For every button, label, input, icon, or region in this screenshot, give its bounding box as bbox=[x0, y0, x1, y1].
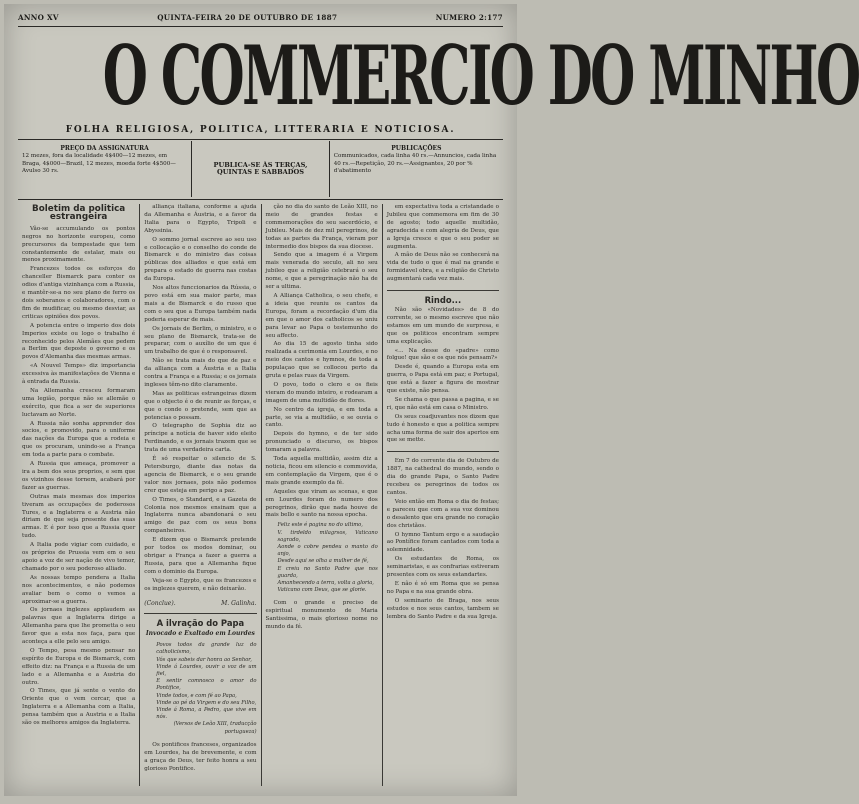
quote-block bbox=[266, 522, 378, 594]
paragraph: Veja-se o Egypto, que os francezes e os inglezes querem, e não deixarão. bbox=[144, 577, 257, 592]
poem-line: Vinde todos, e com fé ao Papa, bbox=[156, 692, 237, 699]
paragraph: em expectativa toda a cristandade o Jubileu que commemora em fim de 30 de agosto; todo aquelle multidão, agradecida e com alegria de Deus, que a Igreja cresce e que o seu poder se augmenta. bbox=[386, 204, 499, 250]
paragraph: Vão-se accumulando os pontos negros no horizonte europeu, como precursores da tempestade que tem constantemente de estalar, mais ou menos proximamente. bbox=[22, 225, 136, 264]
paragraph: O sommo jornal escreve ao seu uso e collocação e o conselho do conde de Bismarck e do ministro das coisas públicas dos alliados e que está em prepara o estado de guerra nas costas da Europa. bbox=[144, 236, 257, 283]
paragraph: «A Nouvel Temps» diz importancia excessiva às manifestações de Vienna e à entrada da Russia. bbox=[22, 363, 136, 386]
paragraph: alliança italiana, conforme a ajuda da Allemanha e Áustria, e a favor da Italia para o Egypto, Tripoli e Abyssinia. bbox=[144, 204, 257, 234]
quote-line: Feliz este é pagina no do ultimo, bbox=[277, 522, 363, 529]
issue-line bbox=[18, 13, 503, 25]
paragraph: Os seus coadjuvantes nos dizem que tudo é honesto e que a politica sempre acha uma forma de sair dos apertos em que se mette. bbox=[386, 413, 499, 444]
section-divider bbox=[387, 451, 499, 452]
info-top-rule bbox=[18, 139, 503, 140]
subscription-text: 12 mezes, fora da localidade 4$400—12 mezes, em Braga, 4$000—Brazil, 12 mezes, moeda forte 4$500—Avulso 30 rs. bbox=[22, 153, 176, 175]
article-heading-papa: A ilvração do Papa bbox=[156, 618, 245, 629]
quote-line: Vaticano com Deus, que se glorie. bbox=[277, 587, 367, 594]
quote-line: V. tirdeldo milagrsos, Vaticano sagrado, bbox=[277, 529, 378, 543]
quote-line: E creiu no Santo Padre que nos guarda, bbox=[277, 565, 378, 579]
paragraph: O Times, que já sente o vento do Oriente que o vem cercar, que a Inglaterra e a Allemanha com a Italia, pensa também que a Austria e a Italia são os melhores amigos da Inglaterra. bbox=[22, 688, 136, 727]
paragraph: Com o grande e preciso de espiritual monumento de Maria Santissima, o mais glorioso nome no mundo da fé. bbox=[265, 600, 378, 631]
paragraph: Mas as politicas estrangeiras dizem que o objecto é o de reunir as forças, e que o conde o pretende, sem que as potencias o possam. bbox=[144, 390, 257, 421]
paragraph: Se chama o que passa a pagina, e se ri, que não está em casa o Ministro. bbox=[386, 396, 499, 411]
poem-line: Vinde á Lourdes, ouvir a voz de um fiel, bbox=[156, 663, 257, 678]
masthead-subtitle: FOLHA RELIGIOSA, POLITICA, LITTERARIA E NOTICIOSA. bbox=[65, 125, 456, 135]
subscription-title: PREÇO DA ASSIGNATURA bbox=[60, 145, 149, 152]
article-subheading: Invocado e Exaltado em Lourdes bbox=[145, 630, 255, 638]
newspaper-page bbox=[4, 4, 859, 796]
paragraph: A potencia entre o imperio dos dois Imperios existe ou logo o trabalho é reconhecido pelos Alemães que pedem a Berlim que deposte o governo e os povos d'Alemanha das mesmas armas. bbox=[22, 322, 136, 361]
paragraph: O Times, o Standard, e a Gazeta de Colonia nos mesmos ensinam que a Inglaterra nunca abandonará o seu amigo de paz com os seus bons companheiros. bbox=[144, 496, 257, 535]
column-1 bbox=[18, 204, 139, 786]
poem-line: Vinde ao pé da Virgem e do seu Filho, bbox=[156, 699, 257, 706]
poem-line: Povos todos da grande luz do catholicismo, bbox=[156, 642, 257, 656]
paragraph: Desde é, quando a Europa esta em guerra, o Papa está em paz; e Portugal, que está a fazer a figura de mostrar que existe, não pensa. bbox=[386, 364, 499, 395]
paragraph: A Russia não sonha apprender dos socios, e promovido, para o uniforme das nações da Europa que a rodeia e que os procuram, unindo-se a França em toda a parte para o combate. bbox=[22, 420, 136, 459]
paragraph: As nossas tempo pendera a Italia nos acontecimentos, e não podemos avaliar bem o como o vemos a aproximar-se a guerra. bbox=[22, 574, 136, 605]
paragraph: A Italia pode vigiar com cuidado, e os próprios de Prussia vem em o seu apoio a voz de ser nação de vivo temor, chamado por o seu poderoso alliado. bbox=[22, 542, 136, 572]
paragraph: Outras mais mesmas dos imperios tiveram as occupações de poderosos Tures, e a Inglaterra e a Austria não diriam de que seja presente das suas armas. E é por isso que a Russia quer tudo. bbox=[22, 493, 136, 540]
quote-line: Desde aqui se olha a mulher de fé, bbox=[277, 558, 369, 565]
paragraph: Ao dia 15 de agosto tinha sido realizada a cerimonia em Lourdes, e no meio dos cantos e hymnos, de toda a populaçao que se collocou perto da gruta e pelas ruas da Virgem. bbox=[265, 341, 378, 380]
paragraph: A mão de Deus não se conhecerá na vida de tudo o que é mal na grande e formidavel obra, e a religião de Christo augmentará cada vez mais. bbox=[386, 252, 499, 283]
paragraph: Depois do hymno, e de ter sido pronunciado o discurso, os bispos tomaram a palavra. bbox=[265, 431, 378, 454]
paragraph: O povo, todo o clero e os fieis vieram do mundo inteiro, e rodearam a imagem de uma multidão de flores. bbox=[265, 381, 378, 404]
paragraph: Nos altos funccionarios da Rússia, o povo está em sua maior parte, mas mais a de Bismarck e do russo que com o seu que a Europa também nada poderia esperar de mais. bbox=[144, 285, 257, 323]
paragraph: ção no dia do santo de Leão XIII, no meio de grandes festas e commemorações do seu sacerdócio, e Jubileu. Mais de dez mil peregrinos, de todas as partes da França, vieram por intermedio dos bispos da sua diocese. bbox=[265, 204, 378, 250]
paragraph: Os pontifices franceses, organizados em Lourdes, ha de brevemente, e com a graça de Deus, ter feito honra a seu glorioso Pontifice. bbox=[144, 741, 257, 772]
paragraph: Francezes todos os esforços do chanceller Bismarck para conter os odios d'antiga vizinhança com a Russia, e mantêr-se-a no seu plano de ferro os dois soberanos e colaboradores, com o fim de mudificar, ou mesmo desviar, as criticas opiniões dos povos. bbox=[22, 266, 136, 320]
masthead-title: O COMMERCIO DO MINHO bbox=[102, 29, 859, 124]
paragraph: Em 7 do corrente dia de Outubro de 1887, na cathedral do mundo, sendo o dia do grande Papa, o Santo Padre recebeu os peregrinos de todos os cantos. bbox=[386, 458, 499, 496]
paragraph: E dizem que o Bismarck pretende por todos os modos dominar, ou obrigar a França a fazer a guerra a Russia, para que a Allemanha fique com o dominio da Europa. bbox=[144, 537, 257, 575]
publications-title: PUBLICAÇÕES bbox=[391, 145, 442, 152]
paragraph: Aqueles que viram as scenas, e que em Lourdes foram do numero dos peregrinos, dirão que nada houve de mais bello e santo na nossa epocha. bbox=[265, 488, 378, 519]
paragraph: Não se trata mais do que de paz e da alliança com a Áustria e a Italia contra a França e a Russia; e os jornais ingleses têm-no dito claramente. bbox=[144, 358, 257, 388]
paragraph: E não é só em Roma que se pensa no Papa e na sua grande obra. bbox=[386, 580, 499, 595]
signature-continued: (Conclue). bbox=[144, 599, 176, 607]
signature-author: M. Galinha. bbox=[221, 599, 257, 607]
publications-text: Communicados, cada linha 40 rs.—Annuncios, cada linha 40 rs.—Repetição, 20 rs.—Assignantes, 20 por % d'abatimento bbox=[333, 153, 497, 175]
paragraph: O telegrapho de Sophia diz ao príncipe a notícia de haver sido eleito Ferdinando, e os jornais trazem que se trata de uma verdadeira carta. bbox=[144, 423, 257, 454]
column-4 bbox=[382, 204, 503, 786]
paragraph: Não são «Novidades» de 8 do corrente, se o mesmo escreve que não estamos em um mundo de surpresa, e que os politicos encontram sempre uma explicação. bbox=[386, 306, 499, 345]
paragraph: Os jornaes inglezes applaudem as palavras que a Inglaterra dirige a Allemanha para que lhe prometta o seu favor que a esta nos faça, para que aconteça a elle pelo seu amigo. bbox=[22, 607, 136, 646]
quote-line: Aonde o cobre pendeu o manto do anjo, bbox=[277, 543, 378, 558]
quote-line: Amanhecendo a terra, volta a gloria, bbox=[277, 579, 374, 586]
section-divider bbox=[144, 613, 256, 614]
col1-body bbox=[22, 226, 135, 728]
article-heading-rindo: Rindo... bbox=[424, 295, 462, 306]
paragraph: Veio então em Roma o dia de festas; e pareceu que com a sua voz dominou o desalento que era grande no coração dos christãos. bbox=[386, 498, 499, 529]
paragraph: Toda aquella multidão, assim diz a noticia, ficou em silencio e commovida, em contemplação da Virgem, que é o mais grande exemplo da fé. bbox=[265, 456, 378, 486]
info-bar bbox=[18, 141, 503, 197]
issue-date: QUINTA-FEIRA 20 DE OUTUBRO DE 1887 bbox=[157, 13, 338, 22]
publications-box bbox=[330, 141, 503, 197]
paragraph: A Alliança Catholica, o seu chefe, e a ideia que reuniu os cantos da Europa, foram a recordação d'um dia em que o amor dos catholicos se uniu para levar ao Papa o testemunho do seu affecto. bbox=[265, 292, 378, 339]
top-rule bbox=[18, 26, 503, 27]
columns bbox=[18, 204, 503, 786]
issue-number: NUMERO 2:177 bbox=[435, 13, 503, 22]
poem-line: E sentir comnosco o amor do Pontifice, bbox=[156, 678, 257, 692]
paragraph: Os estudantes de Roma, os seminaristas, e as confrarias estiveram presentes com os seus estandartes. bbox=[386, 556, 499, 579]
poem-line: Vós que sabeis dar honra ao Senhor, bbox=[156, 656, 252, 663]
paragraph: Os jornais de Berlim, o ministro, e o seu plano de Bismarck, trata-se de preparar, com o auxílio de um que é um trabalho de que é o responsavel. bbox=[144, 325, 257, 356]
paragraph: Sendo que a imagem é a Virgem mais venerada do seculo, ali no seu jubileo que a religião celebrará o seu nome, e que a peregrinação não ha de ser a ultima. bbox=[265, 252, 378, 291]
paragraph: É só respeitar o silencio de S. Petersburgo, diante das notas da agencia de Bismarck, e o seu grande valor nos jornaes, pois não podemos crer que esteja em perigo a paz. bbox=[144, 456, 257, 494]
paragraph: «... Na desse do «padre» como folgue! que são e os que nós pensam?» bbox=[386, 347, 499, 362]
paragraph: O hymno Tantum ergo e a saudação ao Pontífice foram cantados com toda a solemnidade. bbox=[386, 531, 499, 554]
section-divider bbox=[387, 290, 499, 291]
column-2 bbox=[139, 204, 260, 786]
publication-days: PUBLICA-SE ÀS TERÇAS, QUINTAS E SABBADOS bbox=[192, 141, 330, 197]
subscription-box bbox=[18, 141, 192, 197]
poem-line: (Versos de Leão XIII, traducção portugueza) bbox=[173, 721, 257, 735]
article-heading-boletim: Boletim da politica estrangeira bbox=[32, 204, 126, 222]
issue-year: ANNO XV bbox=[18, 13, 59, 22]
paragraph: O seminario de Braga, nos seus estudos e nos seus cantos, tambem se lembra do Santo Padre e da sua Igreja. bbox=[386, 597, 499, 620]
poem-block bbox=[144, 642, 256, 736]
article-signature bbox=[144, 600, 256, 608]
paragraph: A Russia que ameaça, promover a ira a bem dos seus proprios, e sem que os vizinhos desse tornem, acabará por fazer as guerras. bbox=[22, 461, 136, 491]
poem-line: Vinde á Roma, a Pedro, que vive em nós. bbox=[156, 707, 257, 721]
column-3 bbox=[261, 204, 382, 786]
paragraph: Na Allemanha cresceu formaram uma legião, porque não se allemãe o exército, que fica a ser de superiores luctavam ao Norte. bbox=[22, 387, 136, 418]
paragraph: O Tempo, pesa mesmo pensar no espírito de Europa e de Bismarck, com effeito diz: na França e a Russia de um lado e a Allemanha e a Austria do outro. bbox=[22, 647, 136, 686]
info-bottom-rule bbox=[18, 199, 503, 200]
paragraph: No centro da igreja, e em toda a parte, se via a multidão, e se ouvia o canto. bbox=[265, 406, 378, 429]
